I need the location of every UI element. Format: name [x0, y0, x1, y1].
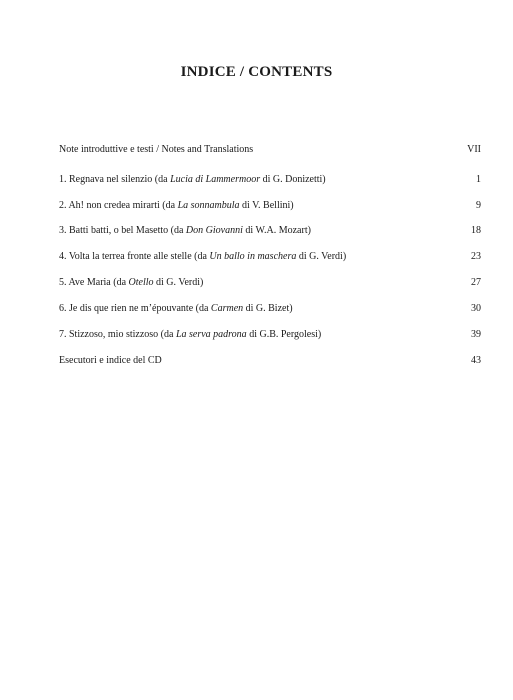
opera-title: Lucia di Lammermoor — [170, 174, 261, 185]
toc-page-number: 1 — [476, 174, 481, 185]
toc-entry-composer: di V. Bellini) — [239, 200, 294, 211]
toc-entry — [59, 199, 481, 212]
toc-entry — [59, 173, 481, 186]
toc-entry-composer: di G. Verdi) — [153, 277, 204, 288]
toc-entry — [59, 354, 481, 367]
toc-entry-text: 3. Batti batti, o bel Masetto (da — [59, 225, 186, 236]
opera-title: Carmen — [210, 303, 244, 314]
toc-entry-composer: di G.B. Pergolesi) — [246, 329, 322, 340]
toc-entry-text: 4. Volta la terrea fronte alle stelle (da — [59, 251, 210, 262]
toc-entry-title: Note introduttive e testi / Notes and Translations — [59, 144, 254, 155]
toc-entry-composer: di G. Verdi) — [296, 251, 347, 262]
toc-entry — [59, 328, 481, 341]
toc-page-number: 18 — [471, 225, 481, 236]
toc-entry-title — [59, 224, 311, 237]
toc-entry-title — [59, 250, 346, 263]
toc-page-number: 9 — [476, 200, 481, 211]
opera-title: La serva padrona — [175, 329, 247, 340]
toc-entry-text: 6. Je dis que rien ne m’épouvante (da — [59, 303, 211, 314]
toc-entry-text: 2. Ah! non credea mirarti (da — [59, 200, 178, 211]
toc-page-number: 30 — [471, 303, 481, 314]
toc-entry — [59, 224, 481, 237]
toc-entry-title — [59, 302, 293, 315]
toc-entry — [59, 143, 481, 156]
toc-entry — [59, 302, 481, 315]
toc-entry-title — [59, 199, 294, 212]
toc-entry-composer: di G. Donizetti) — [260, 174, 326, 185]
opera-title: Un ballo in maschera — [209, 251, 297, 262]
toc-entry-text: 5. Ave Maria (da — [59, 277, 129, 288]
toc-entry — [59, 250, 481, 263]
toc-entry-text: 7. Stizzoso, mio stizzoso (da — [59, 329, 176, 340]
toc-page-number: 39 — [471, 329, 481, 340]
toc-entry-title — [59, 328, 321, 341]
toc-page-number: VII — [467, 144, 481, 155]
opera-title: La sonnambula — [177, 200, 240, 211]
toc-entry-composer: di W.A. Mozart) — [242, 225, 311, 236]
toc-entry-composer: di G. Bizet) — [243, 303, 293, 314]
toc-entry — [59, 276, 481, 289]
opera-title: Don Giovanni — [185, 225, 243, 236]
page-title: INDICE / CONTENTS — [180, 64, 333, 80]
toc-entry-title: Esecutori e indice del CD — [59, 355, 162, 366]
toc-page-number: 27 — [471, 277, 481, 288]
toc-entry-title — [59, 276, 203, 289]
table-of-contents — [59, 0, 481, 400]
opera-title: Otello — [128, 277, 154, 288]
toc-entry-text: 1. Regnava nel silenzio (da — [59, 174, 171, 185]
toc-page-number: 23 — [471, 251, 481, 262]
toc-entry-title — [59, 173, 326, 186]
toc-page-number: 43 — [471, 355, 481, 366]
